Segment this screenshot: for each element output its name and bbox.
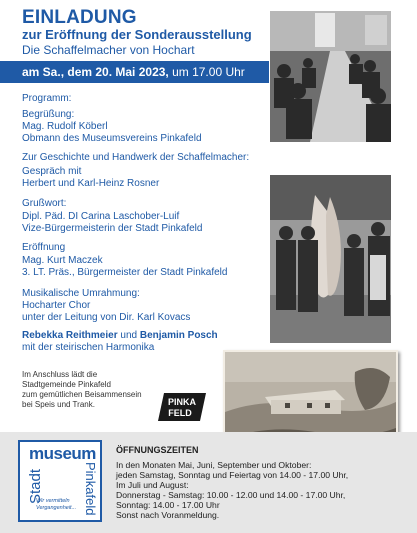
museum-logo-pinkafeld: Pinkafeld	[83, 462, 98, 516]
program-item-role: unter der Leitung von Dir. Karl Kovacs	[22, 312, 191, 323]
performer-name: Rebekka Reithmeier	[22, 330, 118, 341]
program-item-label: Eröffnung	[22, 242, 66, 253]
date-time: um 17.00 Uhr	[168, 65, 245, 79]
opening-hours-line: Im Juli und August:	[116, 480, 189, 490]
program-item-role: Obmann des Museumsvereins Pinkafeld	[22, 133, 202, 144]
program-final-names	[22, 330, 218, 342]
opening-hours-line: Sonntag: 14.00 - 17.00 Uhr	[116, 500, 220, 510]
program-final-role: mit der steirischen Harmonika	[22, 342, 155, 353]
village-photo-image	[225, 352, 396, 444]
opening-hours-line: jeden Samstag, Sonntag und Feiertag von 14.00 - 17.00 Uhr,	[116, 470, 349, 480]
museum-logo-stadt: Stadt	[27, 468, 44, 504]
invite-note-line: Stadtgemeinde Pinkafeld	[22, 380, 111, 389]
invite-note-line: Im Anschluss lädt die	[22, 370, 98, 379]
program-item-label: Zur Geschichte und Handwerk der Schaffelmacher:	[22, 152, 250, 163]
subtitle: zur Eröffnung der Sonderausstellung	[22, 27, 252, 42]
program-item-label: Musikalische Umrahmung:	[22, 288, 140, 299]
opening-hours-line: Sonst nach Voranmeldung.	[116, 510, 220, 520]
program-item-name: Gespräch mit	[22, 166, 82, 177]
invite-note-line: bei Speis und Trank.	[22, 400, 95, 409]
museum-logo-slogan: Wir vermitteln Vergangenheit...	[36, 498, 77, 511]
invite-note	[22, 370, 162, 410]
title: EINLADUNG	[22, 7, 137, 28]
pinkafeld-logo	[158, 393, 206, 421]
program-item-role: 3. LT. Präs., Bürgermeister der Stadt Pinkafeld	[22, 267, 228, 278]
banquet-photo-image	[270, 11, 391, 142]
pinka-logo-line1: PINKA	[167, 397, 197, 407]
program-item-role: Vize-Bürgermeisterin der Stadt Pinkafeld	[22, 223, 203, 234]
museum-logo	[18, 440, 102, 522]
opening-hours-line: Donnerstag - Samstag: 10.00 - 12.00 und 14.00 - 17.00 Uhr,	[116, 490, 346, 500]
photo-banquet	[270, 11, 391, 142]
program-item-label: Begrüßung:	[22, 109, 75, 120]
program-item-name: Mag. Rudolf Köberl	[22, 121, 108, 132]
program-item-name: Hocharter Chor	[22, 300, 91, 311]
museum-logo-word: museum	[29, 444, 96, 463]
subtitle-exhibition-name: Die Schaffelmacher von Hochart	[22, 43, 195, 57]
program-item-name: Dipl. Päd. DI Carina Laschober-Luif	[22, 211, 180, 222]
program-item-role: Herbert und Karl-Heinz Rosner	[22, 178, 160, 189]
date-bold: am Sa., dem 20. Mai 2023,	[22, 65, 169, 79]
opening-hours-text	[116, 460, 348, 520]
performer-name: Benjamin Posch	[139, 330, 218, 341]
program-item-label: Grußwort:	[22, 198, 67, 209]
program-item-name: Mag. Kurt Maczek	[22, 255, 103, 266]
butchers-photo-image	[270, 175, 391, 343]
invite-note-line: zum gemütlichen Beisammensein	[22, 390, 142, 399]
opening-hours-title: ÖFFNUNGSZEITEN	[116, 445, 199, 455]
date-bar	[0, 61, 269, 83]
connector-text: und	[117, 330, 140, 341]
opening-hours-line: In den Monaten Mai, Juni, September und Oktober:	[116, 460, 312, 470]
photo-butchers	[270, 175, 391, 343]
program-heading: Programm:	[22, 93, 72, 104]
pinka-logo-line2: FELD	[168, 408, 192, 418]
